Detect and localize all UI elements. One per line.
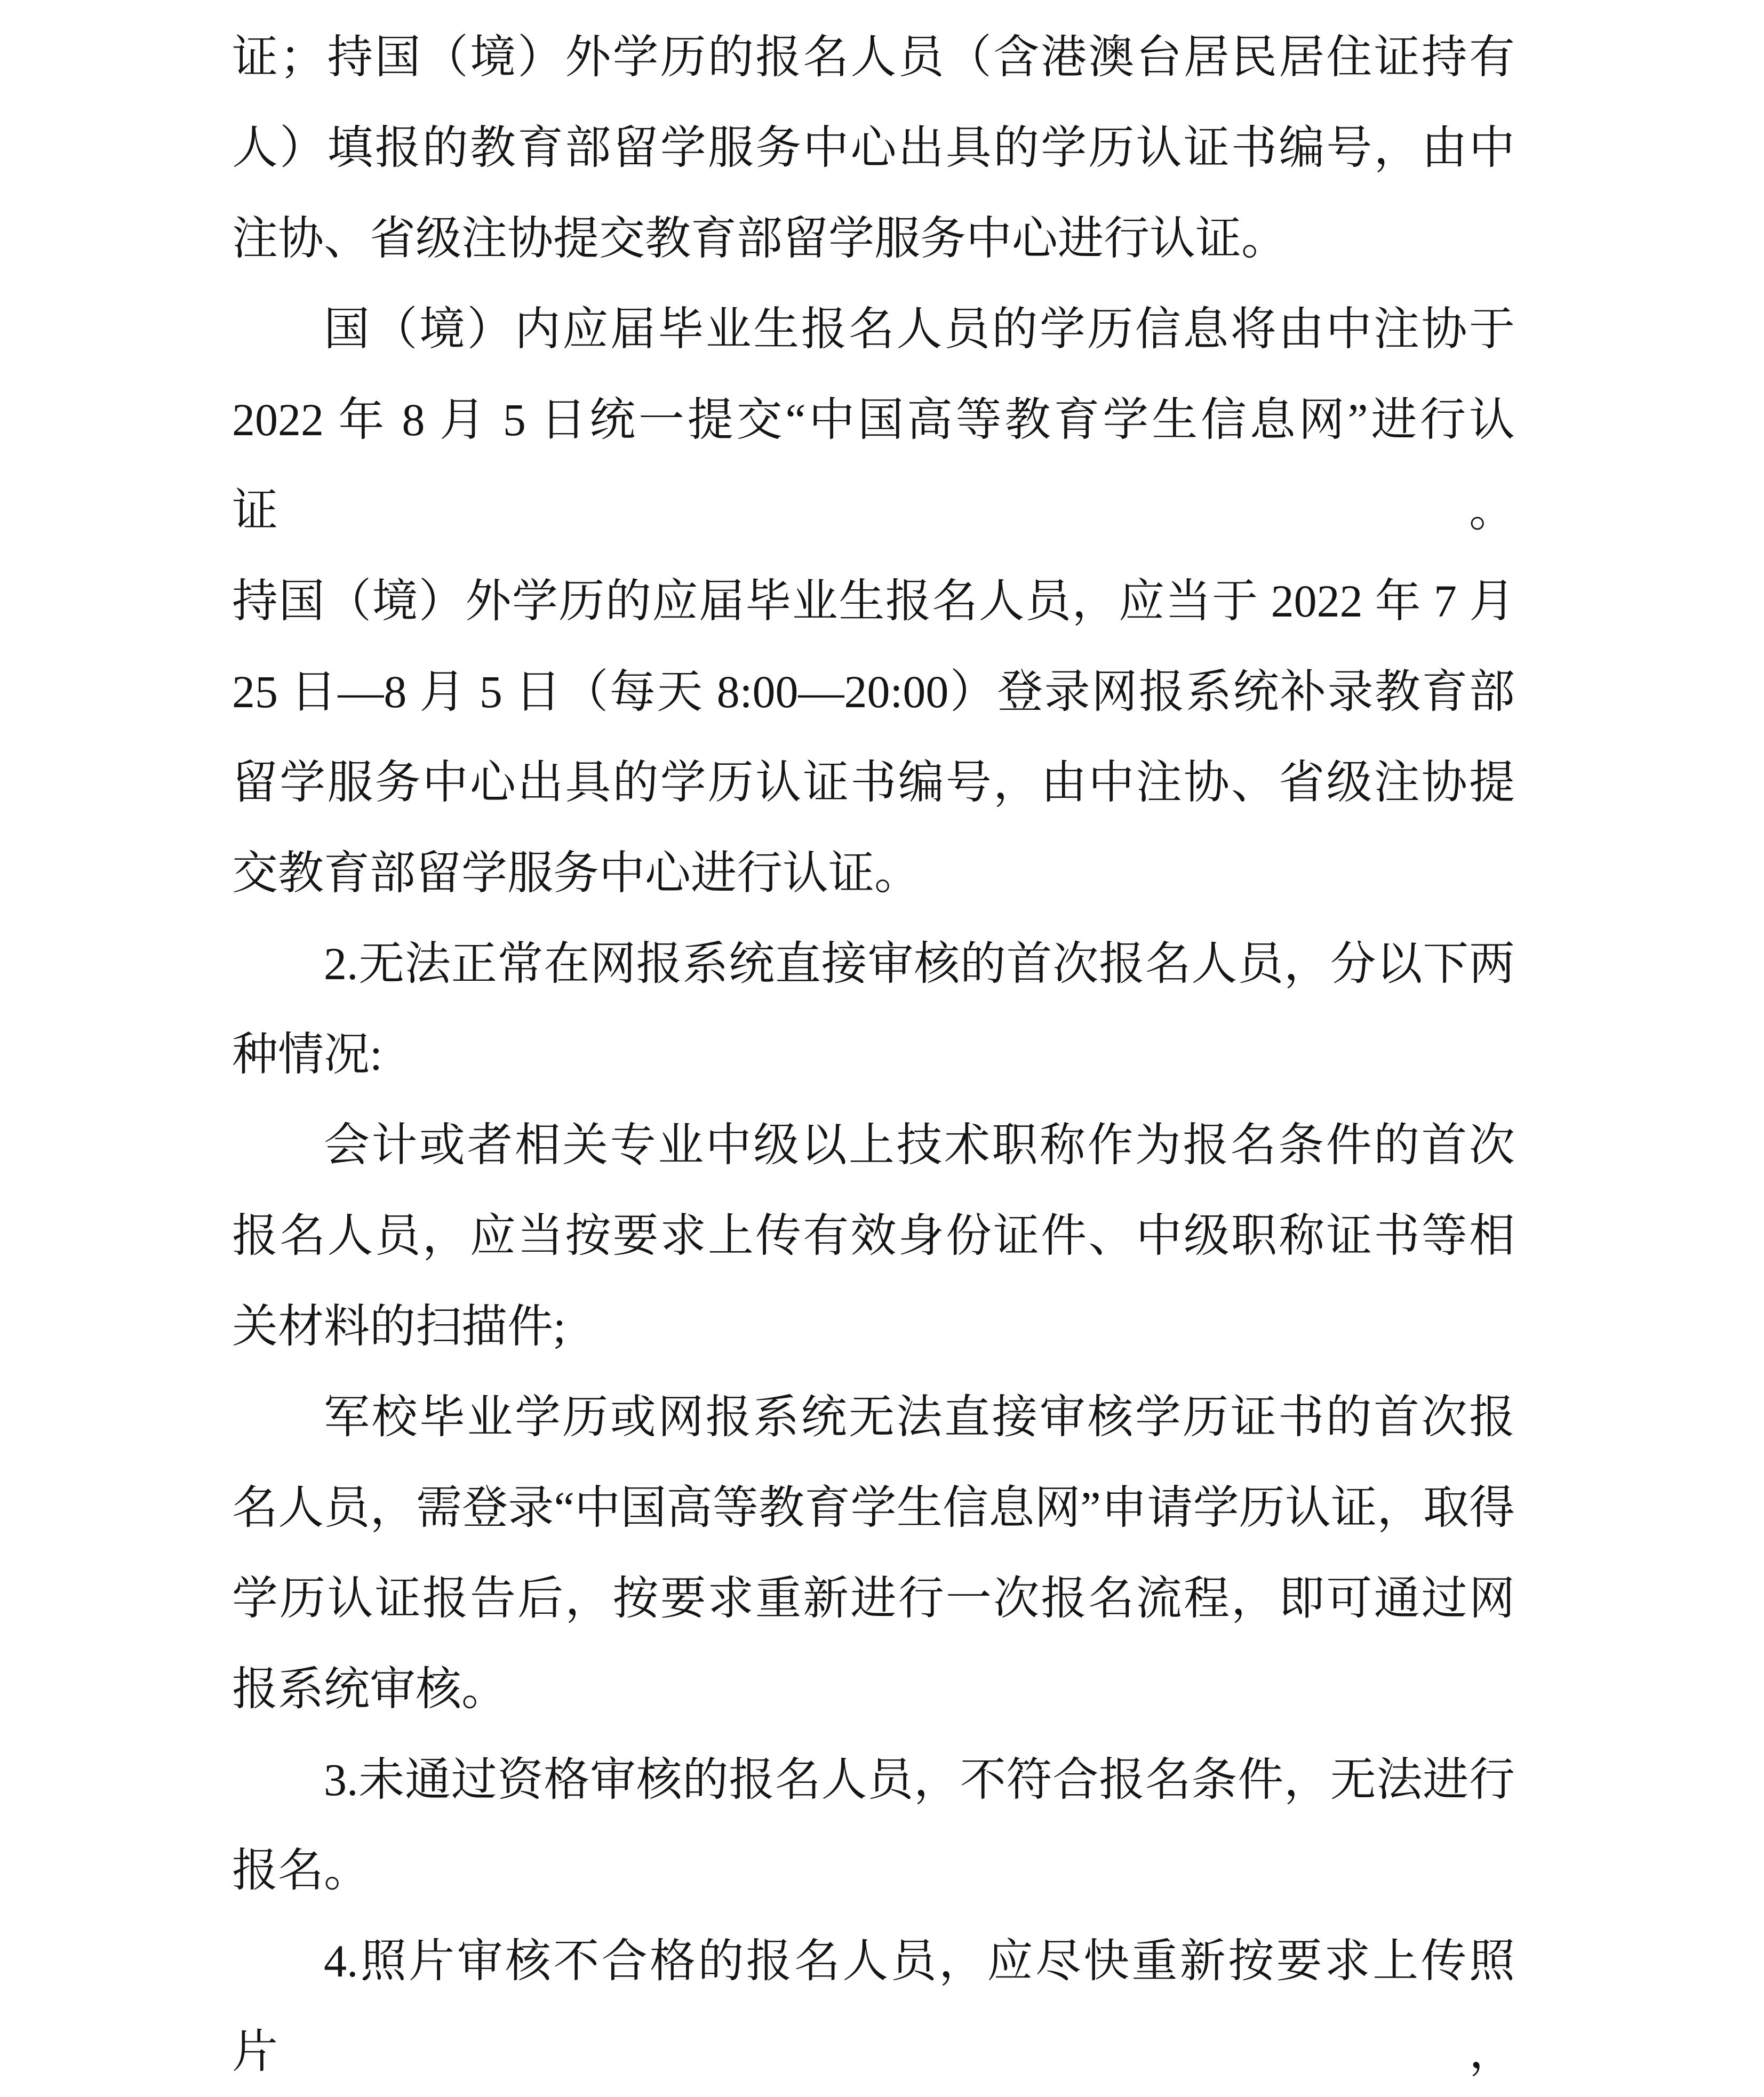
text-line: 人）填报的教育部留学服务中心出具的学历认证书编号，由中: [232, 122, 1515, 173]
text-line: 交教育部留学服务中心进行认证。: [232, 847, 920, 899]
text-line: 2.无法正常在网报系统直接审核的首次报名人员，分以下两: [324, 938, 1515, 989]
text-line: 报系统审核。: [232, 1663, 507, 1715]
text-line: 国（境）内应届毕业生报名人员的学历信息将由中注协于: [324, 303, 1515, 355]
text-line: 关材料的扫描件;: [232, 1301, 566, 1352]
document-body: [232, 12, 1515, 2097]
text-line: 报名。: [232, 1845, 370, 1896]
text-line: 持国（境）外学历的应届毕业生报名人员，应当于 2022 年 7 月: [232, 575, 1515, 627]
text-line: 军校毕业学历或网报系统无法直接审核学历证书的首次报: [324, 1391, 1515, 1443]
text-line: 25 日—8 月 5 日（每天 8:00—20:00）登录网报系统补录教育部: [232, 666, 1515, 717]
text-line: 种情况:: [232, 1029, 382, 1080]
text-line: 证；持国（境）外学历的报名人员（含港澳台居民居住证持有: [232, 31, 1515, 83]
text-line: 2022 年 8 月 5 日统一提交“中国高等教育学生信息网”进行认证。: [232, 394, 1515, 536]
text-line: 注协、省级注协提交教育部留学服务中心进行认证。: [232, 213, 1287, 264]
text-line: 学历认证报告后，按要求重新进行一次报名流程，即可通过网: [232, 1573, 1515, 1624]
text-line: 会计或者相关专业中级以上技术职称作为报名条件的首次: [324, 1119, 1515, 1171]
text-line: 留学服务中心出具的学历认证书编号，由中注协、省级注协提: [232, 757, 1515, 808]
text-line: 3.未通过资格审核的报名人员，不符合报名条件，无法进行: [324, 1754, 1515, 1805]
text-line: 报名人员，应当按要求上传有效身份证件、中级职称证书等相: [232, 1210, 1515, 1261]
text-line: 名人员，需登录“中国高等教育学生信息网”申请学历认证，取得: [232, 1482, 1515, 1533]
text-line: 4.照片审核不合格的报名人员，应尽快重新按要求上传照片，: [232, 1935, 1515, 2077]
